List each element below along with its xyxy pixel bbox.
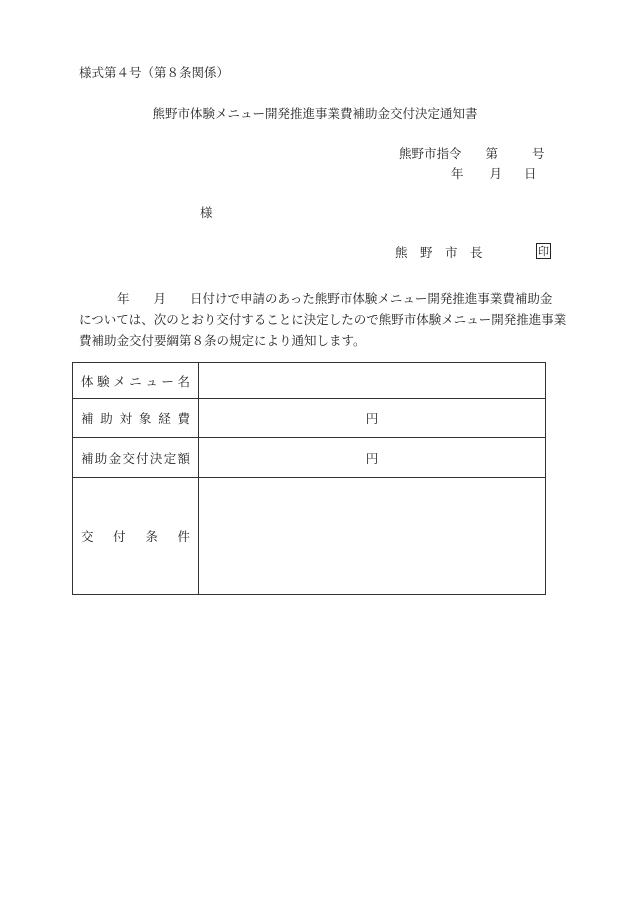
table-label-text xyxy=(81,527,198,545)
label-grant-amount xyxy=(73,438,199,478)
reference-dai: 第 xyxy=(485,146,499,161)
table-row xyxy=(73,399,546,438)
reference-prefix: 熊野市指令 xyxy=(399,146,462,161)
date-month: 月 xyxy=(489,166,503,181)
value-eligible-cost: 円 xyxy=(199,399,546,438)
body-line-3: 費補助金交付要綱第８条の規定により通知します。 xyxy=(79,333,366,348)
label-char: 補 xyxy=(81,450,94,466)
table-row xyxy=(73,363,546,399)
label-char: 付 xyxy=(136,450,149,466)
label-char: 名 xyxy=(177,373,190,389)
label-char: 付 xyxy=(113,529,126,544)
label-char: 交 xyxy=(81,529,94,544)
label-char: 定 xyxy=(163,450,177,466)
label-eligible-cost xyxy=(73,399,199,438)
addressee-honorific: 様 xyxy=(200,205,213,220)
label-char: 験 xyxy=(97,373,110,389)
reference-go: 号 xyxy=(532,146,545,161)
label-char: ュ xyxy=(145,373,158,389)
label-char: 金 xyxy=(108,450,122,466)
label-char: 補 xyxy=(81,411,94,426)
table-label-text xyxy=(81,409,198,427)
label-char: 額 xyxy=(177,450,190,466)
body-line-1 xyxy=(79,288,569,309)
seal-mark: 印 xyxy=(538,245,549,258)
body-month: 月 xyxy=(153,291,167,306)
value-grant-amount: 円 xyxy=(199,438,546,478)
label-char: メ xyxy=(113,373,126,389)
table-row xyxy=(73,438,546,478)
label-char: 交 xyxy=(122,450,135,466)
label-char: ニ xyxy=(129,373,142,389)
label-char: 象 xyxy=(138,411,152,426)
value-conditions xyxy=(199,478,546,595)
grant-info-table xyxy=(72,362,546,595)
label-char: 決 xyxy=(149,450,163,466)
date-day: 日 xyxy=(524,166,537,181)
table-label-text xyxy=(81,449,198,467)
value-menu-name xyxy=(199,363,546,399)
label-char: 費 xyxy=(177,411,190,426)
form-number: 様式第４号（第８条関係） xyxy=(79,65,230,80)
label-conditions xyxy=(73,478,199,595)
date-year: 年 xyxy=(451,166,464,181)
body-line-2: については、次のとおり交付することに決定したので熊野市体験メニュー開発推進事業 xyxy=(79,312,567,327)
notice-body xyxy=(79,288,569,351)
table-label-text xyxy=(81,372,198,390)
label-char: 助 xyxy=(100,411,113,426)
label-char: 体 xyxy=(81,373,94,389)
label-menu-name xyxy=(73,363,199,399)
reference-number-line xyxy=(399,148,545,161)
label-char: 経 xyxy=(158,411,171,426)
label-char: 対 xyxy=(119,411,133,426)
label-char: 助 xyxy=(94,450,108,466)
mayor-title: 熊 野 市 長 xyxy=(395,245,483,260)
label-char: ー xyxy=(161,373,174,389)
document-title: 熊野市体験メニュー開発推進事業費補助金交付決定通知書 xyxy=(152,106,478,121)
body-line-1-text: 日付けで申請のあった熊野市体験メニュー開発推進事業費補助金 xyxy=(190,291,553,306)
label-char: 件 xyxy=(177,529,190,544)
table-row xyxy=(73,478,546,595)
label-char: 条 xyxy=(145,529,158,544)
date-line xyxy=(451,168,537,181)
body-year: 年 xyxy=(117,291,130,306)
